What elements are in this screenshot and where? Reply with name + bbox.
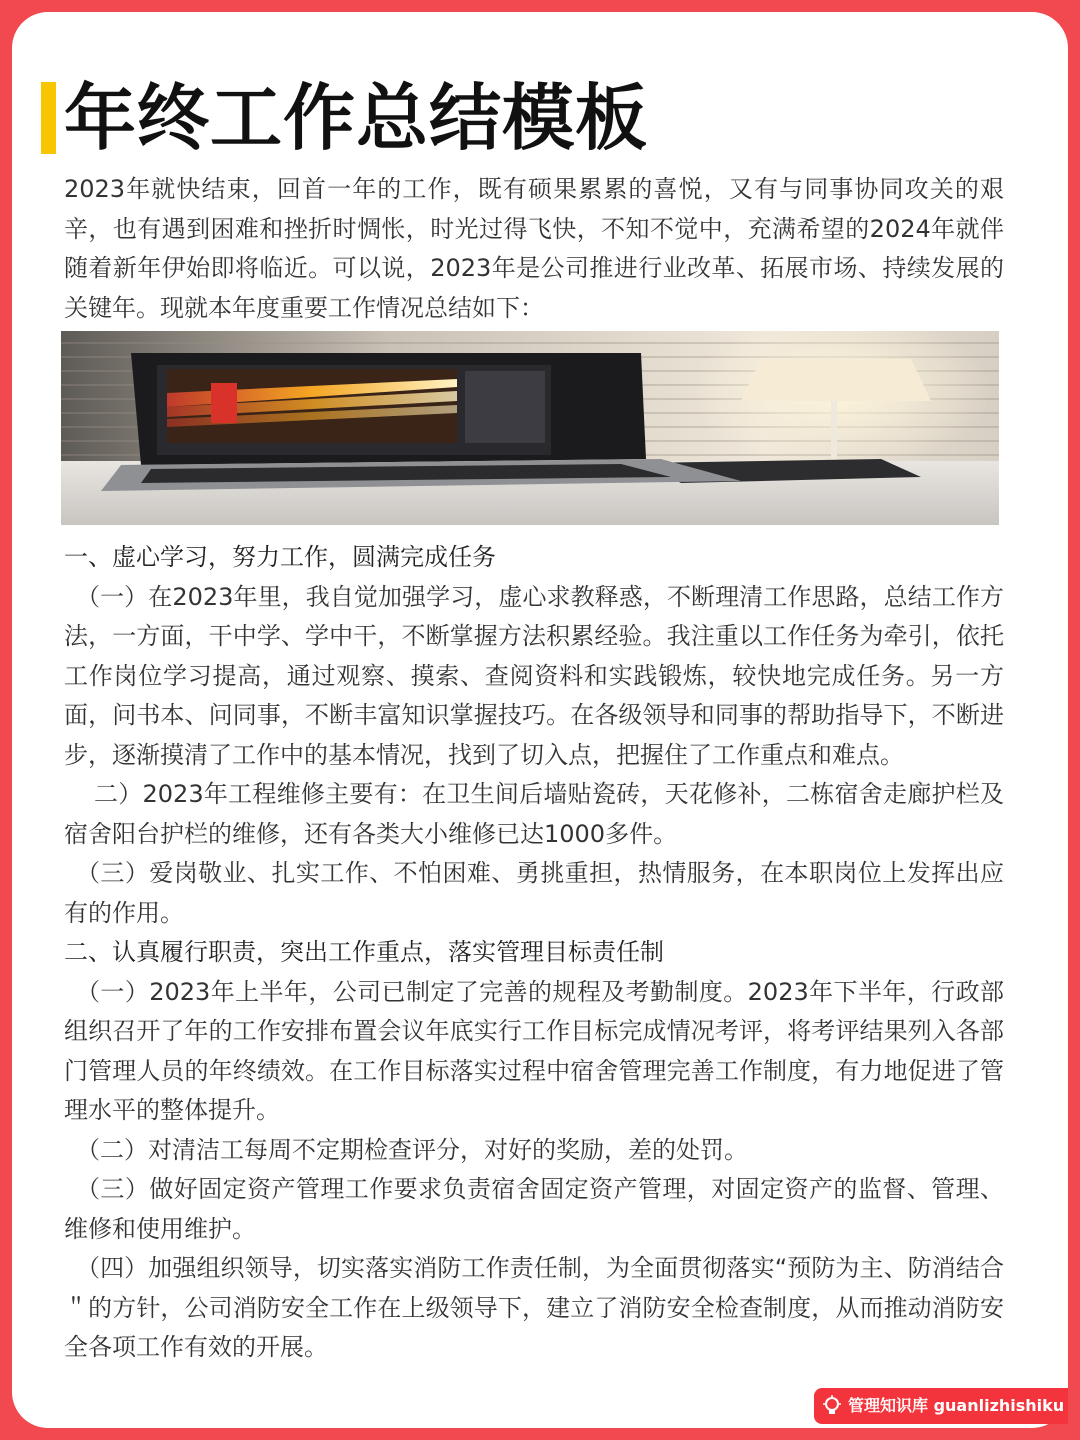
body-content [64, 538, 1004, 1368]
hero-image [61, 331, 999, 525]
section-heading: 二、认真履行职责，突出工作重点，落实管理目标责任制 [64, 938, 664, 966]
section-paragraph: （三）爱岗敬业、扎实工作、不怕困难、勇挑重担，热情服务，在本职岗位上发挥出应有的作用。 [64, 859, 1004, 927]
section-heading: 一、虚心学习，努力工作，圆满完成任务 [64, 543, 496, 571]
title-accent-bar [41, 82, 56, 154]
section-paragraph: （三）做好固定资产管理工作要求负责宿舍固定资产管理，对固定资产的监督、管理、维修和使用维护。 [64, 1175, 1004, 1243]
laptop-desk-photo [61, 331, 999, 525]
watermark-badge [814, 1388, 1068, 1424]
page-title: 年终工作总结模板 [64, 76, 649, 160]
watermark-text: 管理知识库 guanlizhishiku [848, 1396, 1065, 1415]
intro-paragraph: 2023年就快结束，回首一年的工作，既有硕果累累的喜悦，又有与同事协同攻关的艰辛，也有遇到困难和挫折时惆怅，时光过得飞快，不知不觉中，充满希望的2024年就伴随着新年伊始即将临近。可以说，2023年是公司推进行业改革、拓展市场、持续发展的关键年。现就本年度重要工作情况总结如下： [64, 175, 1004, 322]
section-paragraph: （一）在2023年里，我自觉加强学习，虚心求教释惑，不断理清工作思路，总结工作方法，一方面，干中学、学中干，不断掌握方法积累经验。我注重以工作任务为牵引，依托工作岗位学习提高，通过观察、摸索、查阅资料和实践锻炼，较快地完成任务。另一方面，问书本、问同事，不断丰富知识掌握技巧。在各级领导和同事的帮助指导下，不断进步，逐渐摸清了工作中的基本情况，找到了切入点，把握住了工作重点和难点。 [64, 582, 1004, 769]
section-paragraph: （一）2023年上半年，公司已制定了完善的规程及考勤制度。2023年下半年，行政部组织召开了年的工作安排布置会议年底实行工作目标完成情况考评，将考评结果列入各部门管理人员的年终绩效。在工作目标落实过程中宿舍管理完善工作制度，有力地促进了管理水平的整体提升。 [64, 977, 1004, 1124]
section-paragraph: （四）加强组织领导，切实落实消防工作责任制，为全面贯彻落实“预防为主、防消结合＂的方针，公司消防安全工作在上级领导下，建立了消防安全检查制度，从而推动消防安全各项工作有效的开展。 [64, 1254, 1004, 1361]
lightbulb-icon [822, 1395, 842, 1417]
section-paragraph: 二）2023年工程维修主要有：在卫生间后墙贴瓷砖，天花修补，二栋宿舍走廊护栏及宿舍阳台护栏的维修，还有各类大小维修已达1000多件。 [64, 780, 1004, 848]
section-paragraph: （二）对清洁工每周不定期检查评分，对好的奖励，差的处罚。 [76, 1135, 748, 1164]
